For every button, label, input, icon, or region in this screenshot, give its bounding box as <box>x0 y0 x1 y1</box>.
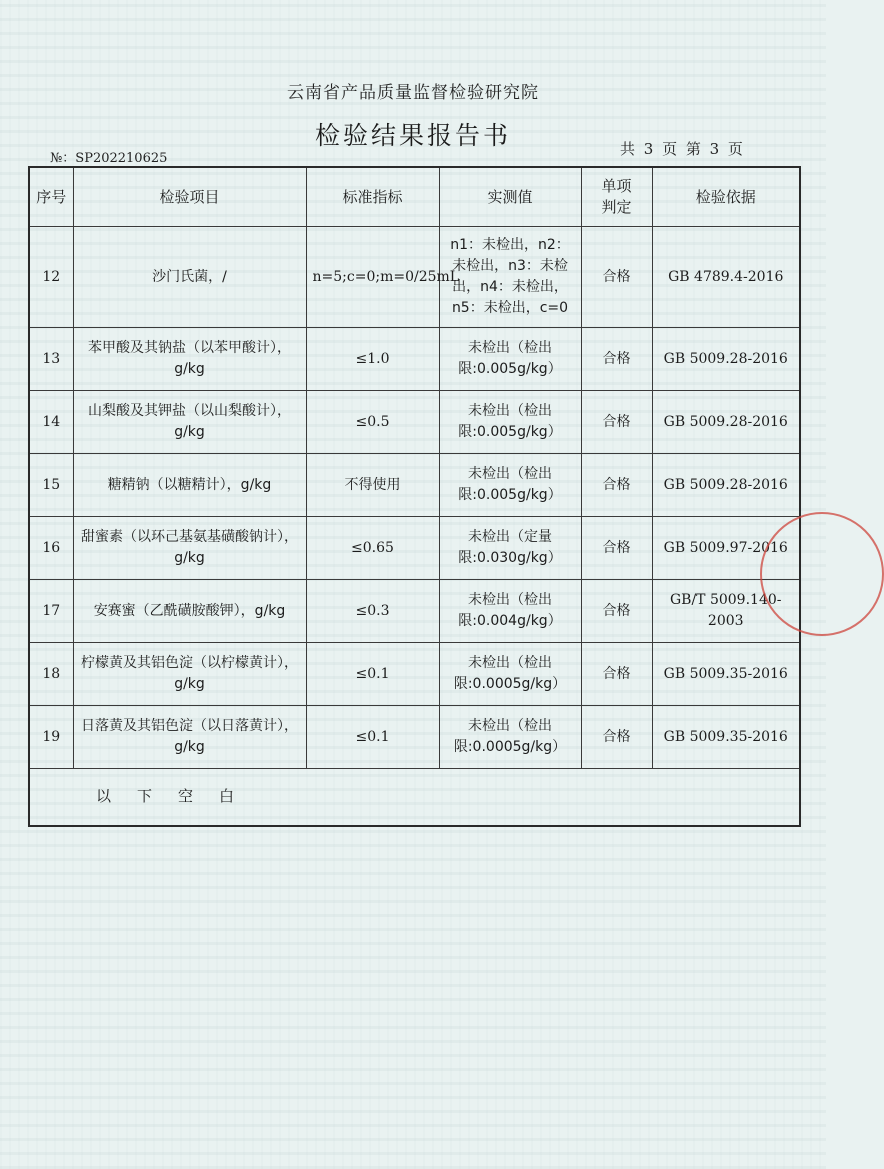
row-no: 15 <box>29 454 73 517</box>
row-item: 沙门氏菌，/ <box>73 227 306 328</box>
row-judgment: 合格 <box>581 227 652 328</box>
row-no: 19 <box>29 706 73 769</box>
row-judgment: 合格 <box>581 517 652 580</box>
table-row <box>29 643 800 706</box>
table-row <box>29 517 800 580</box>
row-judgment: 合格 <box>581 580 652 643</box>
row-measured: 未检出（检出限:0.005g/kg） <box>439 454 581 517</box>
row-standard: ≤0.1 <box>306 643 439 706</box>
blank-row <box>29 769 800 827</box>
row-basis: GB 5009.28-2016 <box>652 328 800 391</box>
row-no: 17 <box>29 580 73 643</box>
table-row <box>29 706 800 769</box>
report-title: 检验结果报告书 <box>314 121 511 150</box>
row-judgment: 合格 <box>581 328 652 391</box>
institute-name: 云南省产品质量监督检验研究院 <box>287 83 539 103</box>
row-judgment: 合格 <box>581 706 652 769</box>
blank-note: 以下空白 <box>96 787 261 805</box>
column-header-basis: 检验依据 <box>652 167 800 227</box>
row-item: 甜蜜素（以环己基氨基磺酸钠计），g/kg <box>73 517 306 580</box>
blank-note-cell <box>29 769 800 827</box>
row-measured: n1：未检出，n2：未检出，n3：未检出，n4：未检出，n5：未检出，c=0 <box>439 227 581 328</box>
row-item: 柠檬黄及其铝色淀（以柠檬黄计），g/kg <box>73 643 306 706</box>
column-header-standard: 标准指标 <box>306 167 439 227</box>
row-item: 安赛蜜（乙酰磺胺酸钾），g/kg <box>73 580 306 643</box>
table-row <box>29 328 800 391</box>
row-measured: 未检出（检出限:0.004g/kg） <box>439 580 581 643</box>
row-basis: GB 5009.97-2016 <box>652 517 800 580</box>
row-standard: n=5;c=0;m=0/25mL <box>306 227 439 328</box>
row-judgment: 合格 <box>581 391 652 454</box>
row-item: 苯甲酸及其钠盐（以苯甲酸计），g/kg <box>73 328 306 391</box>
row-item: 日落黄及其铝色淀（以日落黄计），g/kg <box>73 706 306 769</box>
page-indicator: 共 3 页 第 3 页 <box>620 140 745 158</box>
row-standard: 不得使用 <box>306 454 439 517</box>
row-standard: ≤0.5 <box>306 391 439 454</box>
official-seal-stamp <box>760 512 884 636</box>
row-standard: ≤1.0 <box>306 328 439 391</box>
table-row <box>29 454 800 517</box>
row-basis: GB 5009.35-2016 <box>652 643 800 706</box>
table-row <box>29 227 800 328</box>
row-no: 13 <box>29 328 73 391</box>
row-item: 山梨酸及其钾盐（以山梨酸计），g/kg <box>73 391 306 454</box>
row-measured: 未检出（检出限:0.0005g/kg） <box>439 643 581 706</box>
row-judgment: 合格 <box>581 454 652 517</box>
row-standard: ≤0.1 <box>306 706 439 769</box>
row-measured: 未检出（检出限:0.0005g/kg） <box>439 706 581 769</box>
results-table <box>28 166 801 827</box>
row-standard: ≤0.65 <box>306 517 439 580</box>
row-no: 16 <box>29 517 73 580</box>
row-basis: GB/T 5009.140-2003 <box>652 580 800 643</box>
row-no: 18 <box>29 643 73 706</box>
row-item: 糖精钠（以糖精计），g/kg <box>73 454 306 517</box>
row-judgment: 合格 <box>581 643 652 706</box>
table-header-row <box>29 167 800 227</box>
row-basis: GB 5009.35-2016 <box>652 706 800 769</box>
row-basis: GB 5009.28-2016 <box>652 391 800 454</box>
row-measured: 未检出（检出限:0.005g/kg） <box>439 328 581 391</box>
report-number: №：SP202210625 <box>50 151 168 166</box>
column-header-measured: 实测值 <box>439 167 581 227</box>
column-header-item: 检验项目 <box>73 167 306 227</box>
row-no: 12 <box>29 227 73 328</box>
row-measured: 未检出（检出限:0.005g/kg） <box>439 391 581 454</box>
row-no: 14 <box>29 391 73 454</box>
table-row <box>29 580 800 643</box>
table-row <box>29 391 800 454</box>
row-basis: GB 5009.28-2016 <box>652 454 800 517</box>
row-basis: GB 4789.4-2016 <box>652 227 800 328</box>
column-header-no: 序号 <box>29 167 73 227</box>
column-header-judgment: 单项判定 <box>581 167 652 227</box>
row-standard: ≤0.3 <box>306 580 439 643</box>
row-measured: 未检出（定量限:0.030g/kg） <box>439 517 581 580</box>
